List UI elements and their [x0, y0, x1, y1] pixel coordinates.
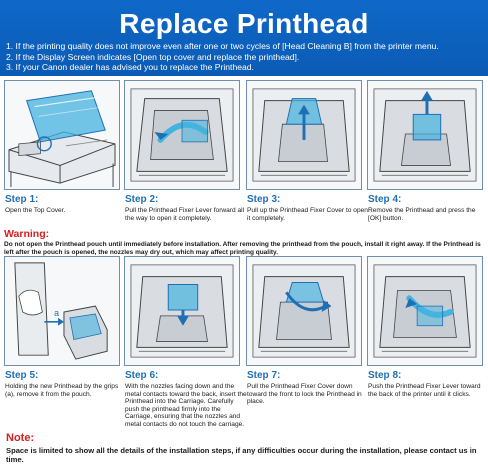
warning-title: Warning: [4, 228, 50, 240]
step-3-text: Pull up the Printhead Fixer Cover to open it completely. [247, 207, 368, 222]
printhead-fixer-lever-pull-image [125, 81, 239, 189]
remove-printhead-image [368, 81, 482, 189]
header-banner [0, 0, 488, 76]
push-fixer-lever-image [368, 257, 482, 365]
step-6-caption [125, 370, 247, 429]
warning-text: Do not open the Printhead pouch until immediately before installation. After removing the printhead from the pouch, install it right away. If the Printhead is left after the pouch is opened, the nozzles may dry out, which may affect printing quality. [4, 241, 481, 256]
step-2-text: Pull the Printhead Fixer Lever forward all the way to open it completely. [125, 207, 245, 222]
step-7-caption [247, 370, 369, 406]
step-4-caption [368, 194, 488, 222]
printer-top-cover-open-image [5, 81, 119, 189]
step-3-caption [247, 194, 369, 222]
step-1-illustration [4, 80, 120, 190]
step-8-title: Step 8: [368, 370, 402, 381]
step-4-title: Step 4: [368, 194, 402, 205]
step-1-text: Open the Top Cover. [5, 207, 66, 214]
note-title: Note: [6, 432, 35, 444]
step-4-text: Remove the Printhead and press the [OK] button. [368, 207, 476, 222]
warning-section [4, 228, 486, 257]
note-text: Space is limited to show all the details of the installation steps, if any difficulties occur during the installation, please contact us in time. [6, 446, 477, 464]
new-printhead-pouch-image [5, 257, 119, 365]
step-6-title: Step 6: [125, 370, 159, 381]
step-2-illustration [124, 80, 240, 190]
intro-conditions [6, 41, 486, 73]
intro-line-1: 1. If the printing quality does not improve even after one or two cycles of [Head Cleaning B] from the printer menu. [6, 41, 439, 51]
step-1-caption [5, 194, 127, 215]
step-3-illustration [246, 80, 362, 190]
step-8-illustration [367, 256, 483, 366]
step-6-text: With the nozzles facing down and the metal contacts toward the back, insert the Printhead into the Carriage. Carefully push the printhead firmly into the Carriage, ensuring that the nozzles and metal contacts do not touch the carriage. [125, 383, 247, 428]
step-5-caption [5, 370, 127, 398]
step-7-illustration [246, 256, 362, 366]
step-5-illustration [4, 256, 120, 366]
step-2-caption [125, 194, 247, 222]
grip-label-a: a [54, 307, 60, 318]
insert-printhead-image [125, 257, 239, 365]
step-3-title: Step 3: [247, 194, 281, 205]
step-4-illustration [367, 80, 483, 190]
step-5-text: Holding the new Printhead by the grips (a), remove it from the pouch. [5, 383, 119, 398]
page-title: Replace Printhead [119, 8, 369, 39]
intro-line-3: 3. If your Canon dealer has advised you to replace the Printhead. [6, 62, 254, 72]
close-fixer-cover-image [247, 257, 361, 365]
intro-line-2: 2. If the Display Screen indicates [Open top cover and replace the printhead]. [6, 51, 300, 62]
step-1-title: Step 1: [5, 194, 39, 205]
step-5-title: Step 5: [5, 370, 39, 381]
printhead-fixer-cover-open-image [247, 81, 361, 189]
step-7-text: Pull the Printhead Fixer Cover down toward the front to lock the Printhead in place. [247, 383, 362, 406]
step-6-illustration [124, 256, 240, 366]
step-8-caption [368, 370, 488, 398]
step-7-title: Step 7: [247, 370, 281, 381]
step-8-text: Push the Printhead Fixer Lever toward the back of the printer until it clicks. [368, 383, 481, 398]
note-section [6, 432, 486, 464]
step-2-title: Step 2: [125, 194, 159, 205]
